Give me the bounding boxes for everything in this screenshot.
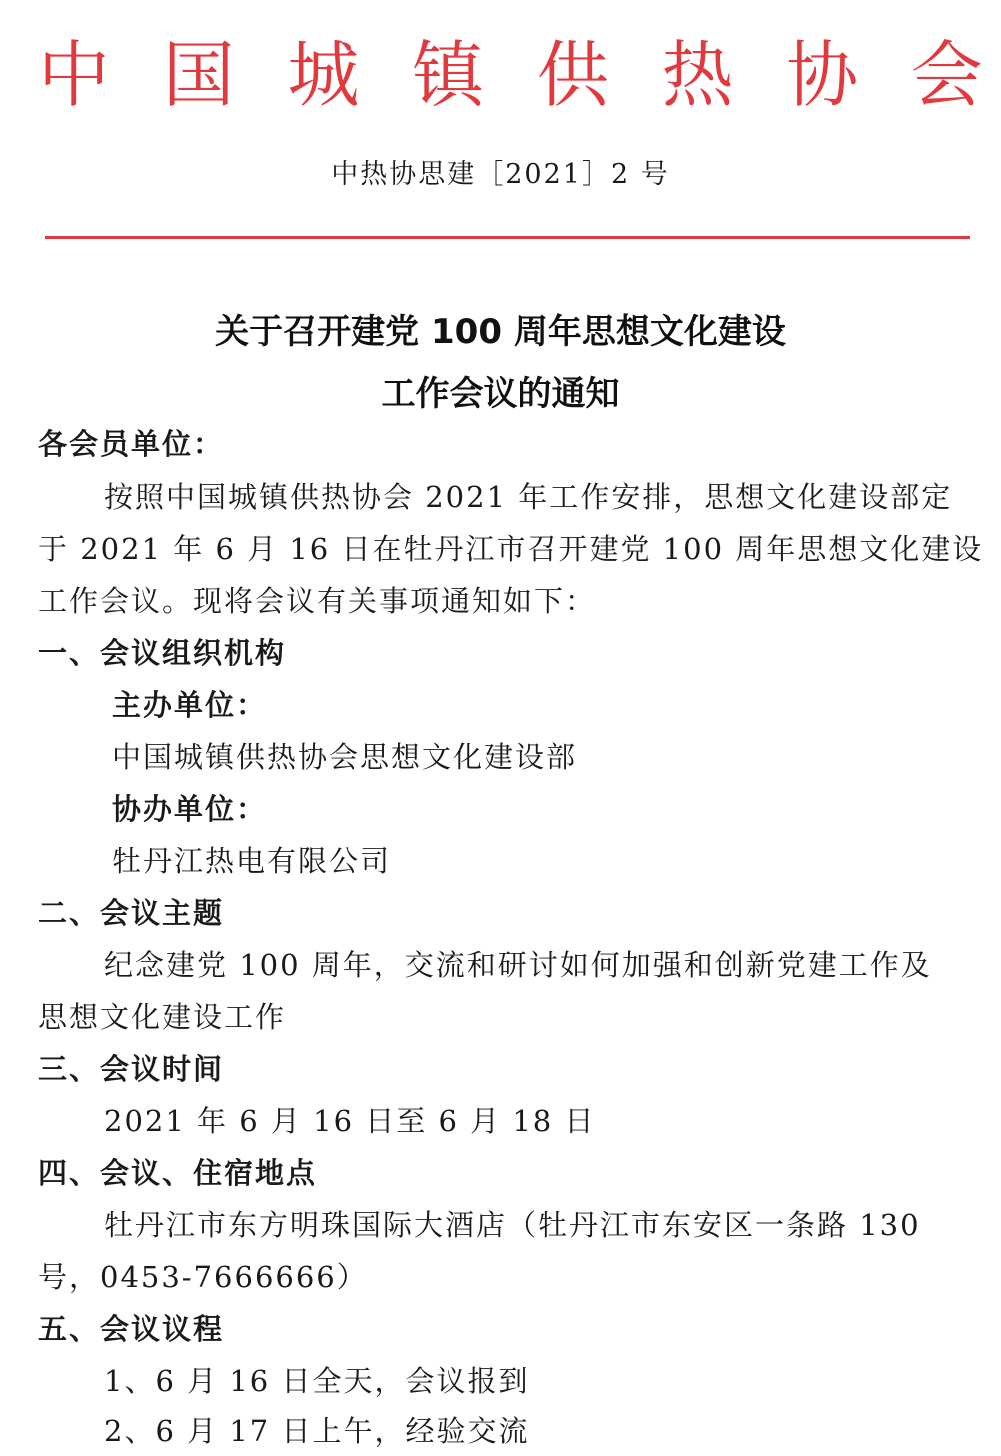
intro-paragraph-line: 工作会议。现将会议有关事项通知如下： — [38, 584, 597, 618]
theme-line: 纪念建党 100 周年，交流和研讨如何加强和创新党建工作及 — [104, 948, 932, 982]
org-header-char: 镇 — [412, 33, 485, 117]
section-heading-organization: 一、会议组织机构 — [38, 636, 287, 670]
venue-line: 号，0453-7666666） — [38, 1260, 368, 1294]
section-heading-venue: 四、会议、住宿地点 — [38, 1156, 318, 1190]
org-header-char: 中 — [38, 33, 111, 117]
intro-paragraph-line: 于 2021 年 6 月 16 日在牡丹江市召开建党 100 周年思想文化建设 — [38, 532, 984, 566]
document-title-line-2: 工作会议的通知 — [381, 374, 620, 414]
org-header-char: 协 — [786, 33, 859, 117]
cohost-value: 牡丹江热电有限公司 — [112, 844, 392, 878]
agenda-item: 2、6 月 17 日上午，经验交流 — [104, 1414, 530, 1448]
salutation: 各会员单位： — [38, 427, 225, 461]
cohost-label: 协办单位： — [112, 792, 268, 826]
org-header-char: 会 — [910, 33, 983, 117]
host-value: 中国城镇供热协会思想文化建设部 — [112, 740, 578, 774]
section-heading-agenda: 五、会议议程 — [38, 1312, 225, 1346]
agenda-item: 1、6 月 16 日全天，会议报到 — [104, 1364, 530, 1398]
red-divider — [45, 236, 970, 239]
document-title-line-1: 关于召开建党 100 周年思想文化建设 — [215, 312, 786, 352]
section-heading-theme: 二、会议主题 — [38, 896, 225, 930]
theme-line: 思想文化建设工作 — [38, 1000, 287, 1034]
section-heading-time: 三、会议时间 — [38, 1052, 225, 1086]
org-header-char: 热 — [661, 33, 734, 117]
org-header-char: 城 — [287, 33, 360, 117]
venue-line: 牡丹江市东方明珠国际大酒店（牡丹江市东安区一条路 130 — [104, 1208, 921, 1242]
host-label: 主办单位： — [112, 688, 268, 722]
document-number: 中热协思建［2021］2 号 — [331, 159, 670, 190]
org-header-char: 国 — [162, 33, 235, 117]
org-header-char: 供 — [536, 33, 609, 117]
org-header — [38, 30, 983, 120]
intro-paragraph-line: 按照中国城镇供热协会 2021 年工作安排，思想文化建设部定 — [104, 480, 953, 514]
meeting-time: 2021 年 6 月 16 日至 6 月 18 日 — [104, 1104, 596, 1138]
